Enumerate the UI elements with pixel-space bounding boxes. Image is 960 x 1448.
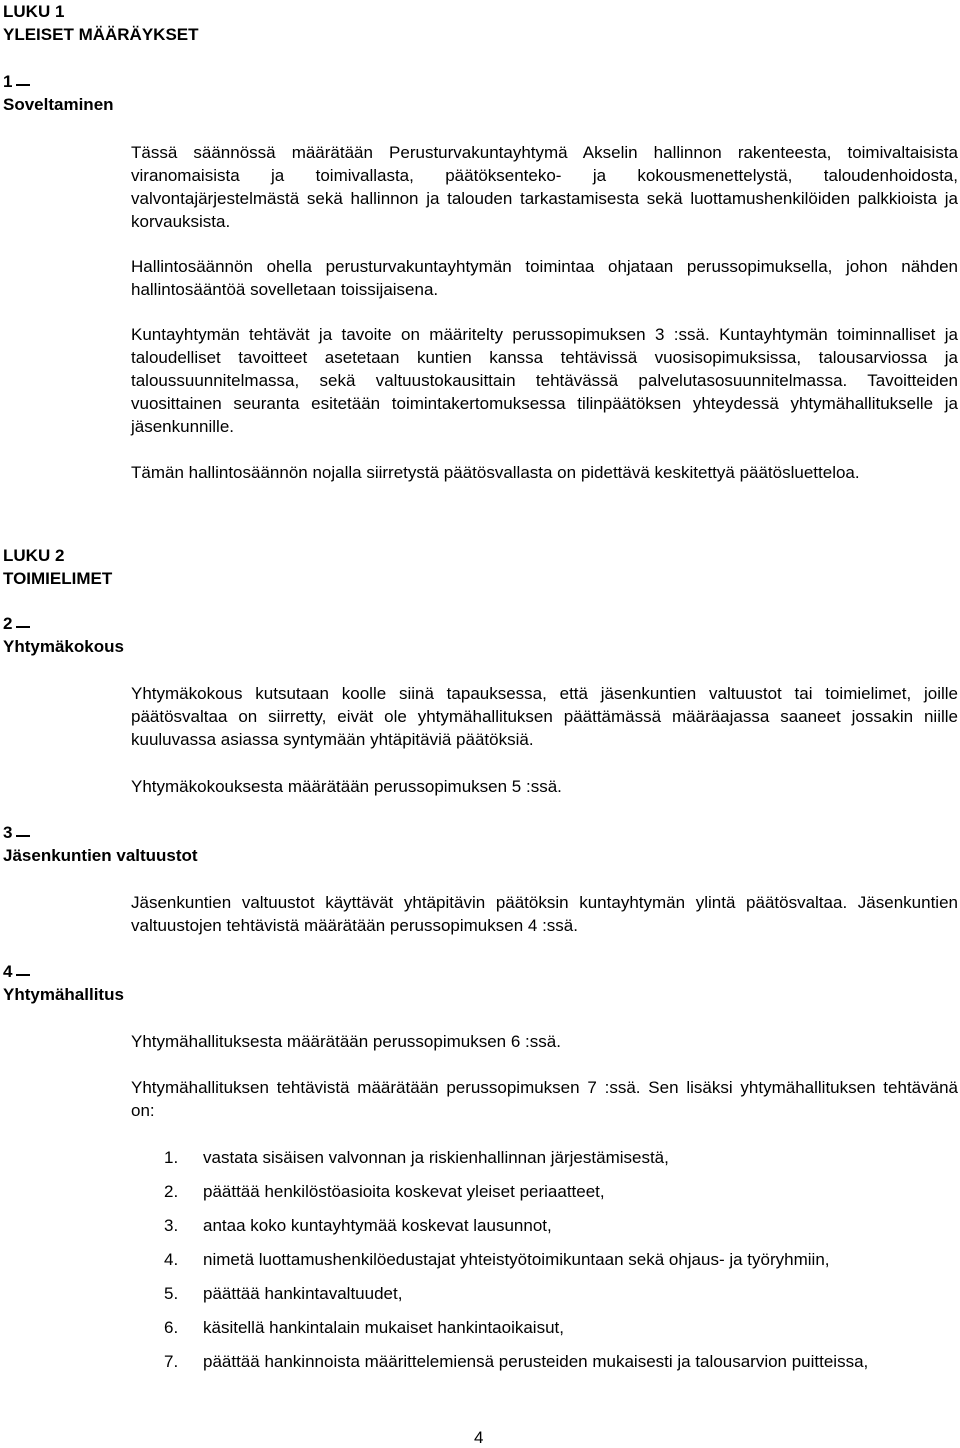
section-4-title: Yhtymähallitus	[3, 985, 124, 1004]
section-sign-mark	[16, 614, 30, 628]
section-sign-mark	[16, 962, 30, 976]
section-1-heading	[3, 70, 114, 116]
section-1-title: Soveltaminen	[3, 95, 114, 114]
section-4-number: 4	[3, 962, 13, 981]
chapter-1-title: YLEISET MÄÄRÄYKSET	[3, 25, 199, 44]
chapter-1-label: LUKU 1	[3, 2, 65, 21]
list-item-number: 1.	[164, 1148, 179, 1167]
list-item	[164, 1316, 958, 1339]
section-1-number: 1	[3, 72, 13, 91]
list-item	[164, 1180, 958, 1203]
list-item-text: päättää hankinnoista määrittelemiensä perusteiden mukaisesti ja talousarvion puitteissa,	[203, 1352, 869, 1371]
chapter-2-label: LUKU 2	[3, 546, 65, 565]
paragraph-board-tasks: Yhtymähallituksen tehtävistä määrätään perussopimuksen 7 :ssä. Sen lisäksi yhtymähallituksen tehtävänä on:	[131, 1078, 958, 1120]
section-2-number: 2	[3, 614, 13, 633]
paragraph-assembly-ref: Yhtymäkokouksesta määrätään perussopimuksen 5 :ssä.	[131, 777, 562, 796]
list-item-number: 6.	[164, 1318, 179, 1337]
section-2-heading	[3, 612, 124, 658]
paragraph-goals: Kuntayhtymän tehtävät ja tavoite on määritelty perussopimuksen 3 :ssä. Kuntayhtymän toiminnalliset ja taloudelliset tavoitteet asetetaan kuntien kanssa tehtävissä vuosisopimuksissa, talousarviossa ja taloussuunnitelmassa, sekä valtuustokausittain tehtävässä palvelutasosuunnitelmassa. Tavoitteiden vuosittainen seuranta esitetään toimintakertomuksessa tilinpäätöksen yhteydessä yhtymähallitukselle ja jäsenkunnille.	[131, 325, 958, 436]
list-item-number: 5.	[164, 1284, 179, 1303]
board-task-list	[164, 1146, 958, 1384]
list-item	[164, 1248, 958, 1271]
list-item-text: vastata sisäisen valvonnan ja riskienhallinnan järjestämisestä,	[203, 1148, 669, 1167]
list-item-text: päättää hankintavaltuudet,	[203, 1284, 403, 1303]
chapter-2-title: TOIMIELIMET	[3, 569, 113, 588]
paragraph-decision-list: Tämän hallintosäännön nojalla siirretystä päätösvallasta on pidettävä keskitettyä päätösluetteloa.	[131, 463, 860, 482]
section-2-title: Yhtymäkokous	[3, 637, 124, 656]
list-item	[164, 1350, 958, 1373]
section-sign-mark	[16, 72, 30, 86]
chapter-1-heading	[3, 0, 199, 46]
list-item	[164, 1282, 958, 1305]
section-sign-mark	[16, 823, 30, 837]
list-item-text: käsitellä hankintalain mukaiset hankintaoikaisut,	[203, 1318, 564, 1337]
page-number: 4	[474, 1428, 484, 1447]
list-item-text: antaa koko kuntayhtymää koskevat lausunnot,	[203, 1216, 552, 1235]
list-item-number: 2.	[164, 1182, 179, 1201]
section-4-heading	[3, 960, 124, 1006]
paragraph-basic-agreement: Hallintosäännön ohella perusturvakuntayhtymän toimintaa ohjataan perussopimuksella, johon nähden hallintosääntöä sovelletaan toissijaisena.	[131, 257, 958, 299]
section-3-number: 3	[3, 823, 13, 842]
list-item-text: päättää henkilöstöasioita koskevat yleiset periaatteet,	[203, 1182, 605, 1201]
list-item-number: 7.	[164, 1352, 179, 1371]
paragraph-scope: Tässä säännössä määrätään Perusturvakuntayhtymä Akselin hallinnon rakenteesta, toimivaltaisista viranomaisista ja toimivallasta, päätöksenteko- ja kokousmenettelystä, taloudenhoidosta, valvontajärjestelmästä sekä hallinnon ja talouden tarkastamisesta sekä luottamushenkilöiden palkkioista ja korvauksista.	[131, 143, 958, 231]
section-3-heading	[3, 821, 198, 867]
chapter-2-heading	[3, 544, 112, 590]
paragraph-councils: Jäsenkuntien valtuustot käyttävät yhtäpitävin päätöksin kuntayhtymän ylintä päätösvaltaa. Jäsenkuntien valtuustojen tehtävistä määrätään perussopimuksen 4 :ssä.	[131, 893, 958, 935]
paragraph-assembly: Yhtymäkokous kutsutaan koolle siinä tapauksessa, että jäsenkuntien valtuustot tai toimielimet, joille päätösvaltaa on siirretty, eivät ole yhtymähallituksen päättämässä määräajassa saaneet jossakin niille kuuluvassa asiassa syntymään yhtäpitäviä päätöksiä.	[131, 684, 958, 749]
list-item-number: 4.	[164, 1250, 179, 1269]
list-item-text: nimetä luottamushenkilöedustajat yhteistyötoimikuntaan sekä ohjaus- ja työryhmiin,	[203, 1250, 830, 1269]
list-item-number: 3.	[164, 1216, 179, 1235]
list-item	[164, 1214, 958, 1237]
paragraph-board-ref: Yhtymähallituksesta määrätään perussopimuksen 6 :ssä.	[131, 1032, 561, 1051]
section-3-title: Jäsenkuntien valtuustot	[3, 846, 198, 865]
list-item	[164, 1146, 958, 1169]
